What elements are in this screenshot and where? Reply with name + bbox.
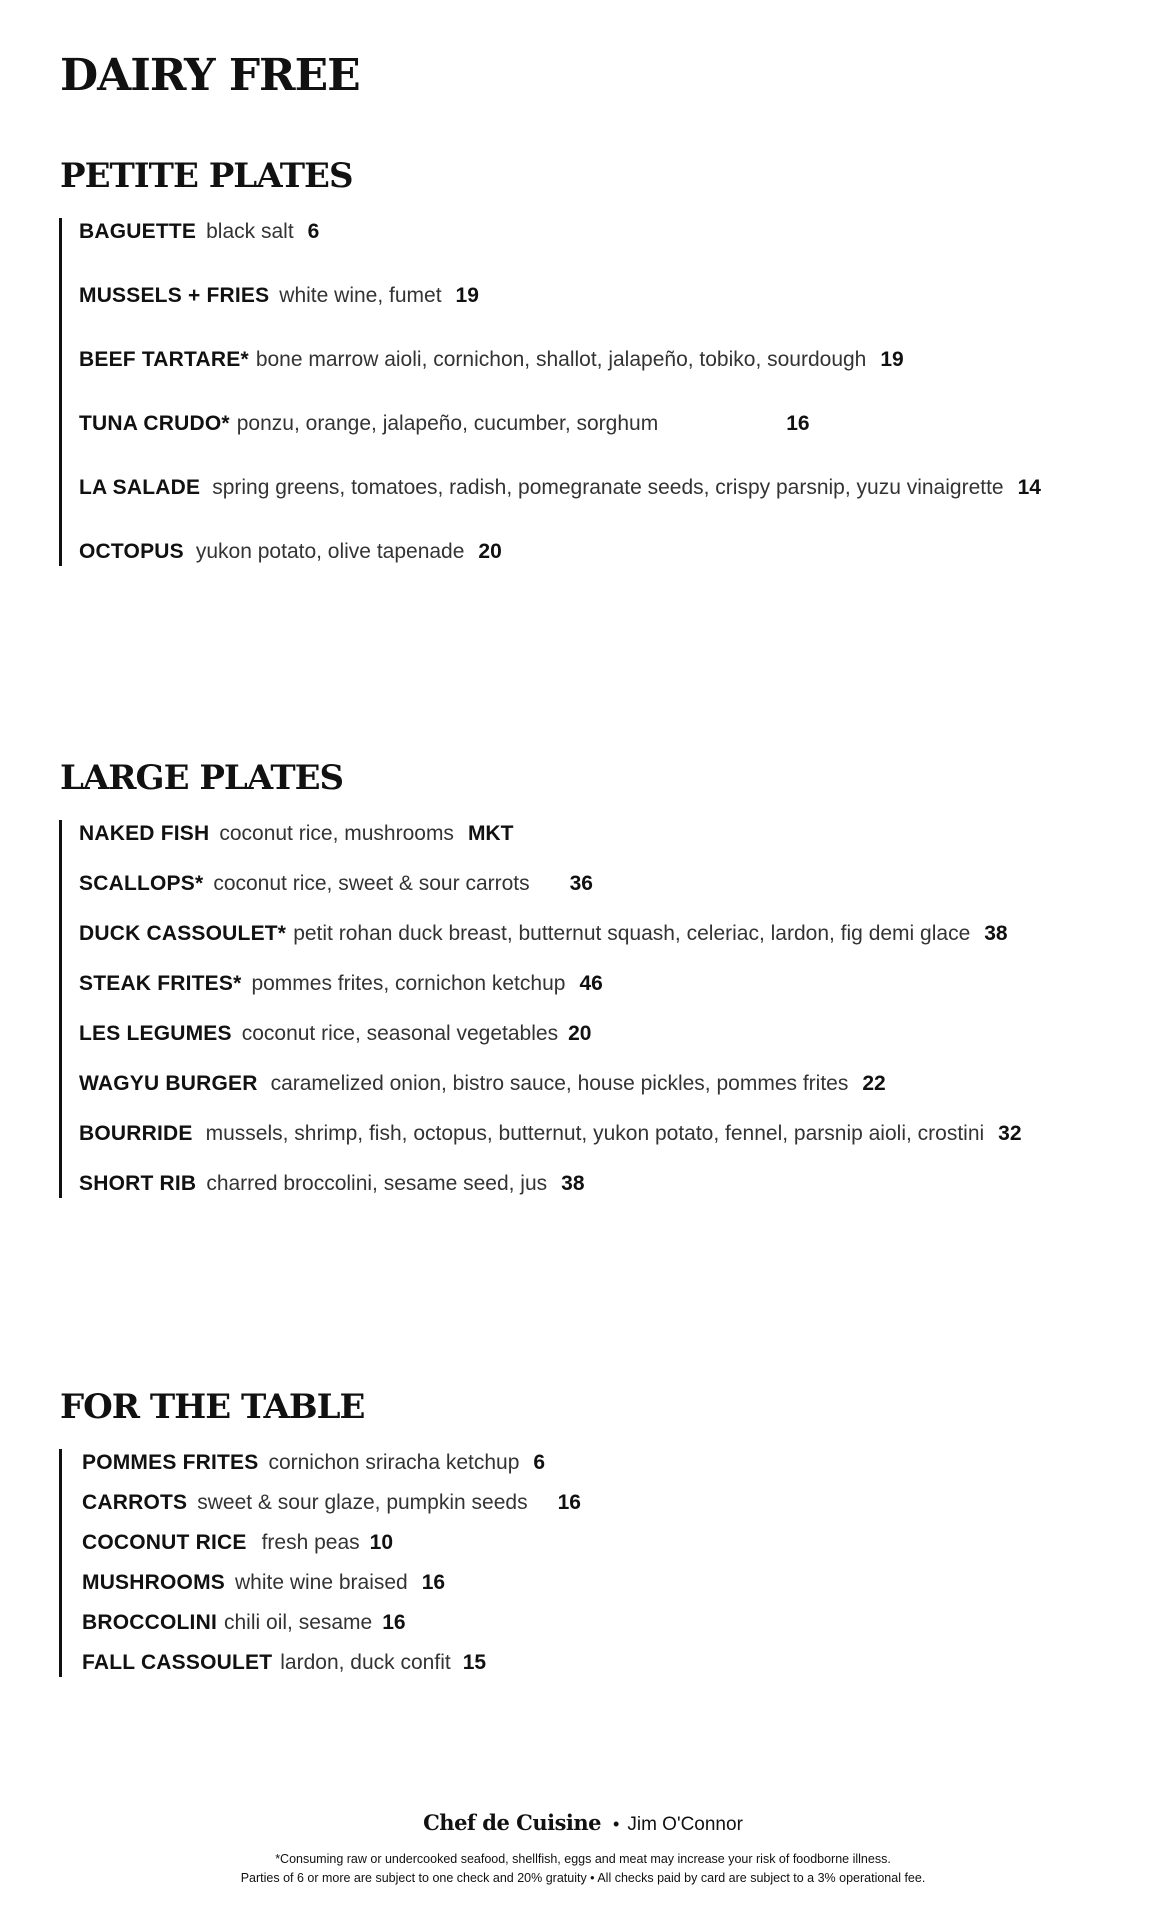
for-the-table-list [59,1449,581,1677]
item-name: LES LEGUMES [79,1022,232,1045]
item-description: white wine, fumet [279,284,442,307]
item-description: coconut rice, mushrooms [219,822,454,845]
item-description: bone marrow aioli, cornichon, shallot, jalapeño, tobiko, sourdough [255,348,867,371]
item-price: 19 [455,284,479,307]
bullet-separator: • [613,1814,620,1834]
menu-item-la-salade [79,474,1041,502]
menu-item-scallops [79,870,1022,898]
item-price: 6 [307,220,320,243]
menu-item-beef-tartare [79,346,1041,374]
item-name: SCALLOPS* [79,872,204,895]
disclaimer-gratuity: Parties of 6 or more are subject to one check and 20% gratuity • All checks paid by card are subject to a 3% operational fee. [240,1871,926,1885]
item-price: 36 [569,872,593,895]
item-description: ponzu, orange, jalapeño, cucumber, sorghum [236,412,659,435]
menu-item-bourride [79,1120,1022,1148]
item-name: TUNA CRUDO* [79,412,230,435]
menu-item-fall-cassoulet [82,1649,581,1677]
item-description: yukon potato, olive tapenade [195,540,465,563]
item-name: MUSHROOMS [82,1571,225,1594]
petite-plates-list [59,218,1041,566]
item-price: 16 [382,1611,406,1634]
item-name: MUSSELS + FRIES [79,284,270,307]
item-description: cornichon sriracha ketchup [268,1451,520,1474]
item-description: charred broccolini, sesame seed, jus [206,1172,548,1195]
item-description: fresh peas [261,1531,360,1554]
disclaimer-raw-food: *Consuming raw or undercooked seafood, shellfish, eggs and meat may increase your risk of foodborne illness. [275,1852,891,1866]
item-description: sweet & sour glaze, pumpkin seeds [197,1491,528,1514]
item-name: NAKED FISH [79,822,210,845]
menu-item-carrots [82,1489,581,1517]
item-name: BOURRIDE [79,1122,193,1145]
section-title-petite-plates: PETITE PLATES [60,156,353,196]
item-description: chili oil, sesame [224,1611,373,1634]
item-price: 38 [984,922,1008,945]
item-name: CARROTS [82,1491,188,1514]
item-price: 16 [557,1491,581,1514]
section-title-large-plates: LARGE PLATES [60,758,344,798]
item-description: spring greens, tomatoes, radish, pomegranate seeds, crispy parsnip, yuzu vinaigrette [212,476,1004,499]
item-name: LA SALADE [79,476,201,499]
menu-item-duck-cassoulet [79,920,1022,948]
item-description: white wine braised [234,1571,408,1594]
item-price: 6 [533,1451,546,1474]
item-price: 14 [1017,476,1041,499]
item-price: 15 [462,1651,487,1674]
item-name: COCONUT RICE [82,1531,247,1554]
large-plates-list [59,820,1022,1198]
menu-item-steak-frites [79,970,1022,998]
item-price: 16 [421,1571,446,1594]
menu-item-pommes-frites [82,1449,581,1477]
item-name: STEAK FRITES* [79,972,242,995]
item-name: BEEF TARTARE* [79,348,249,371]
item-price: 32 [998,1122,1022,1145]
menu-item-naked-fish [79,820,1022,848]
item-name: SHORT RIB [79,1172,197,1195]
item-price: MKT [467,822,514,845]
footer [0,1810,1166,1888]
item-description: lardon, duck confit [280,1651,451,1674]
item-description: black salt [206,220,294,243]
menu-item-les-legumes [79,1020,1022,1048]
chef-title: Chef de Cuisine [423,1810,602,1835]
item-description: petit rohan duck breast, butternut squash, celeriac, lardon, fig demi glace [293,922,971,945]
item-name: OCTOPUS [79,540,184,563]
item-description: caramelized onion, bistro sauce, house pickles, pommes frites [270,1072,849,1095]
item-description: coconut rice, sweet & sour carrots [213,872,530,895]
section-title-for-the-table: FOR THE TABLE [60,1387,365,1427]
item-price: 19 [880,348,904,371]
menu-item-coconut-rice [82,1529,581,1557]
menu-item-wagyu-burger [79,1070,1022,1098]
item-price: 22 [862,1072,886,1095]
chef-name: Jim O'Connor [627,1814,743,1835]
item-name: WAGYU BURGER [79,1072,258,1095]
menu-item-octopus [79,538,1041,566]
item-name: DUCK CASSOULET* [79,922,287,945]
menu-item-mushrooms [82,1569,581,1597]
item-name: BAGUETTE [79,220,197,243]
item-name: POMMES FRITES [82,1451,259,1474]
item-name: FALL CASSOULET [82,1651,273,1674]
menu-item-tuna-crudo [79,410,1041,438]
item-price: 38 [561,1172,585,1195]
item-price: 20 [478,540,502,563]
item-description: mussels, shrimp, fish, octopus, butternut, yukon potato, fennel, parsnip aioli, crostini [205,1122,985,1145]
chef-credit [0,1810,1166,1836]
item-price: 16 [786,412,810,435]
menu-item-baguette [79,218,1041,246]
item-description: pommes frites, cornichon ketchup [251,972,566,995]
item-price: 46 [579,972,603,995]
menu-item-short-rib [79,1170,1022,1198]
menu-item-broccolini [82,1609,581,1637]
menu-item-mussels-fries [79,282,1041,310]
item-price: 20 [568,1022,592,1045]
item-price: 10 [369,1531,393,1554]
item-description: coconut rice, seasonal vegetables [241,1022,559,1045]
item-name: BROCCOLINI [82,1611,217,1634]
page-title: DAIRY FREE [60,50,360,101]
